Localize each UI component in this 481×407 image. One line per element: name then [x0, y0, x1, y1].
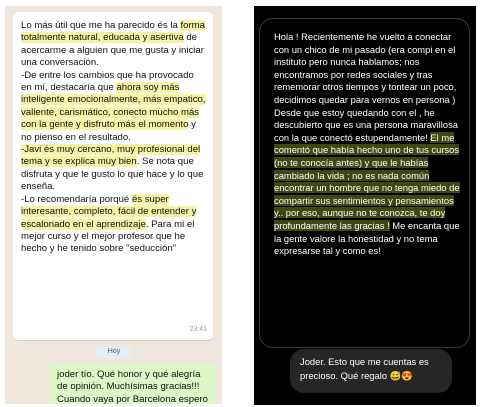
- highlighted-text: és super interesante, completo, fácil de entender y escalonado en el aprendizaje: [21, 193, 197, 230]
- received-message-bubble[interactable]: [259, 18, 470, 348]
- reply-message-bubble[interactable]: Joder. Esto que me cuentas es precioso. Qué regalo 😅😍: [290, 349, 452, 393]
- message-text: Hola ! Recientemente he vuelto a conectar con un chico de mi pasado (era compi en el instituto pero nunca hablamos; nos encontramos por redes sociales y tras rememorar otros tiempos y tontear un poco, decidimos quedar para vernos en persona ) Desde que estoy quedando con el , he descubierto que es una persona maravillosa con la que conectó estupendamente!: [274, 31, 458, 143]
- highlighted-text: El me comentó que había hecho uno de tus cursos (no te conocía antes) y que le habías cambiado la vida ; no es nada común encontrar un hombre que no tenga miedo de compartir sus sentimientos y pensamientos y.. por eso, aunque no te conozca, te doy profundamente las gracias !: [274, 131, 460, 231]
- message-text: -Lo recomendaría porqué: [21, 193, 132, 205]
- message-paragraph: [274, 31, 461, 258]
- message-timestamp: 23:41: [189, 325, 207, 333]
- highlighted-text: ahora soy más inteligente emocionalmente, más empatico, valiente, carismático, conecto mucho más con la gente y disfruto más el momento: [21, 82, 206, 131]
- message-text: de acercarme a alguien que me gusta y iniciar una conversación.: [21, 32, 204, 69]
- message-text: -De entre los cambios que ha provocado en mí, destacaría que: [21, 69, 194, 94]
- highlighted-text: forma totalmente natural, educada y asertiva: [21, 20, 205, 44]
- message-paragraph-3: [21, 144, 206, 194]
- highlighted-text: -Javi és muy cercano, muy profesional del tema y se explica muy bien: [21, 144, 201, 168]
- message-text: . Para mi el mejor curso y el mejor profesor que he hecho y he tenido sobre "seducción": [21, 218, 195, 255]
- whatsapp-chat-screenshot: [5, 6, 222, 404]
- instagram-chat-screenshot: [254, 6, 476, 405]
- message-text: . Se nota que disfruta y que le gusto lo que hace y lo que enseña.: [21, 156, 204, 193]
- message-text: Me encanta que la gente valore la honestidad y no tema expresarse tal y como es!: [274, 219, 460, 257]
- message-text: Lo más útil que me ha parecido és la: [21, 20, 181, 31]
- received-message-bubble[interactable]: [13, 12, 213, 340]
- sent-message-bubble[interactable]: joder tío. Qué honor y qué alegría de opinión. Muchísimas gracias!!! Cuando vaya por Barcelona espero: [50, 364, 216, 404]
- message-paragraph-2: [21, 70, 206, 144]
- message-paragraph-1: [21, 20, 206, 70]
- message-text: y no pienso en el resultado.: [21, 119, 196, 143]
- message-paragraph-4: [21, 194, 206, 256]
- date-divider: Hoy: [97, 346, 131, 358]
